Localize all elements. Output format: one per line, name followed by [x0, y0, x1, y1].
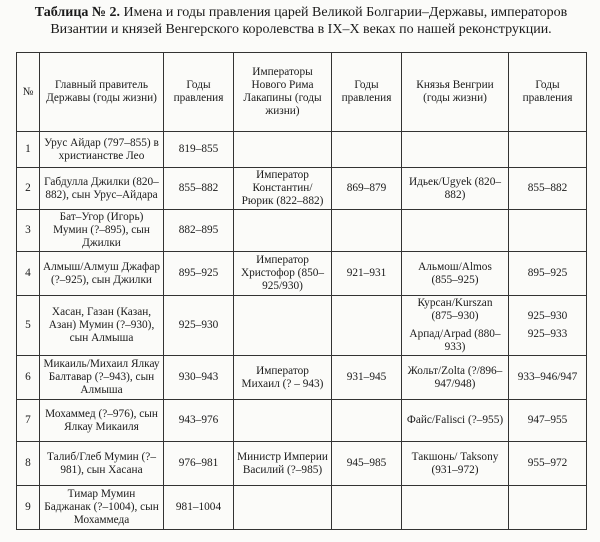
cell-main-ruler: Хасан, Газан (Казан, Азан) Мумин (?–930), сын Алмыша [40, 296, 164, 356]
cell-main-ruler: Бат–Угор (Игорь) Мумин (?–895), сын Джилки [40, 210, 164, 252]
cell-prince-years: 933–946/947 [509, 356, 587, 400]
table-row [17, 210, 587, 252]
cell-prince-years [509, 486, 587, 530]
header-number: № [17, 53, 40, 132]
cell-prince-years: 895–925 [509, 252, 587, 296]
cell-emperor [234, 210, 332, 252]
header-main-ruler: Главный правитель Державы (годы жизни) [40, 53, 164, 132]
cell-ruler-years: 981–1004 [164, 486, 234, 530]
cell-prince-years [509, 210, 587, 252]
header-princes: Князья Венгрии (годы жизни) [402, 53, 509, 132]
cell-emperor-years: 921–931 [332, 252, 402, 296]
cell-emperor: Министр Империи Василий (?–985) [234, 442, 332, 486]
table-row [17, 168, 587, 210]
cell-number: 8 [17, 442, 40, 486]
cell-emperor [234, 486, 332, 530]
cell-emperor [234, 400, 332, 442]
cell-emperor-years: 931–945 [332, 356, 402, 400]
rulers-table [16, 52, 587, 530]
cell-prince: Файс/Falisci (?–955) [402, 400, 509, 442]
years-arpad: 925–933 [527, 328, 568, 340]
cell-emperor-years: 945–985 [332, 442, 402, 486]
cell-emperor: Император Константин/ Рюрик (822–882) [234, 168, 332, 210]
table-row [17, 486, 587, 530]
prince-arpad: Арпад/Arpad (880–933) [409, 328, 501, 353]
table-row [17, 442, 587, 486]
cell-emperor [234, 132, 332, 168]
cell-prince-years: 947–955 [509, 400, 587, 442]
cell-main-ruler: Тимар Мумин Баджанак (?–1004), сын Мохаммеда [40, 486, 164, 530]
cell-emperor-years [332, 296, 402, 356]
cell-main-ruler: Мохаммед (?–976), сын Ялкау Микаиля [40, 400, 164, 442]
cell-prince [402, 486, 509, 530]
cell-emperor: Император Михаил (? – 943) [234, 356, 332, 400]
cell-ruler-years: 855–882 [164, 168, 234, 210]
cell-prince-years: 955–972 [509, 442, 587, 486]
table-row [17, 356, 587, 400]
cell-prince-years [509, 296, 587, 356]
cell-main-ruler: Талиб/Глеб Мумин (?–981), сын Хасана [40, 442, 164, 486]
header-prince-years: Годы правления [509, 53, 587, 132]
cell-ruler-years: 930–943 [164, 356, 234, 400]
cell-number: 4 [17, 252, 40, 296]
cell-number: 6 [17, 356, 40, 400]
cell-emperor-years [332, 132, 402, 168]
cell-main-ruler: Микаиль/Михаил Ялкау Балтавар (?–943), сын Алмыша [40, 356, 164, 400]
cell-number: 3 [17, 210, 40, 252]
header-ruler-years: Годы правления [164, 53, 234, 132]
table-row [17, 296, 587, 356]
table-row [17, 400, 587, 442]
cell-ruler-years: 882–895 [164, 210, 234, 252]
cell-main-ruler: Габдулла Джилки (820–882), сын Урус–Айдара [40, 168, 164, 210]
prince-kurszan: Курсан/Kurszan (875–930) [417, 297, 493, 322]
caption-label: Таблица № 2. [34, 5, 120, 20]
cell-number: 7 [17, 400, 40, 442]
cell-prince: Альмош/Almos (855–925) [402, 252, 509, 296]
years-kurszan: 925–930 [527, 310, 568, 322]
cell-main-ruler: Урус Айдар (797–855) в христианстве Лео [40, 132, 164, 168]
cell-number: 5 [17, 296, 40, 356]
header-row [17, 53, 587, 132]
cell-emperor-years [332, 210, 402, 252]
table-row [17, 252, 587, 296]
cell-emperor-years [332, 486, 402, 530]
cell-number: 2 [17, 168, 40, 210]
cell-ruler-years: 943–976 [164, 400, 234, 442]
cell-prince: Идьек/Ugyek (820–882) [402, 168, 509, 210]
cell-prince [402, 210, 509, 252]
cell-ruler-years: 976–981 [164, 442, 234, 486]
cell-prince-years: 855–882 [509, 168, 587, 210]
table-row [17, 132, 587, 168]
cell-emperor [234, 296, 332, 356]
cell-emperor-years: 869–879 [332, 168, 402, 210]
cell-ruler-years: 895–925 [164, 252, 234, 296]
header-emperor-years: Годы правления [332, 53, 402, 132]
cell-number: 9 [17, 486, 40, 530]
cell-emperor-years [332, 400, 402, 442]
cell-main-ruler: Алмыш/Алмуш Джафар (?–925), сын Джилки [40, 252, 164, 296]
cell-prince: Жольт/Zolta (?/896–947/948) [402, 356, 509, 400]
header-emperors: Императоры Нового Рима Лакапины (годы жизни) [234, 53, 332, 132]
caption-text: Имена и годы правления царей Великой Болгарии–Державы, императоров Византии и князей Венгерского королевства в IX–X веках по нашей реконструкции. [50, 5, 568, 37]
table-caption [14, 4, 588, 38]
cell-prince-years [509, 132, 587, 168]
cell-prince [402, 132, 509, 168]
cell-number: 1 [17, 132, 40, 168]
cell-emperor: Император Христофор (850–925/930) [234, 252, 332, 296]
cell-prince: Такшонь/ Taksony (931–972) [402, 442, 509, 486]
cell-ruler-years: 925–930 [164, 296, 234, 356]
cell-prince [402, 296, 509, 356]
cell-ruler-years: 819–855 [164, 132, 234, 168]
